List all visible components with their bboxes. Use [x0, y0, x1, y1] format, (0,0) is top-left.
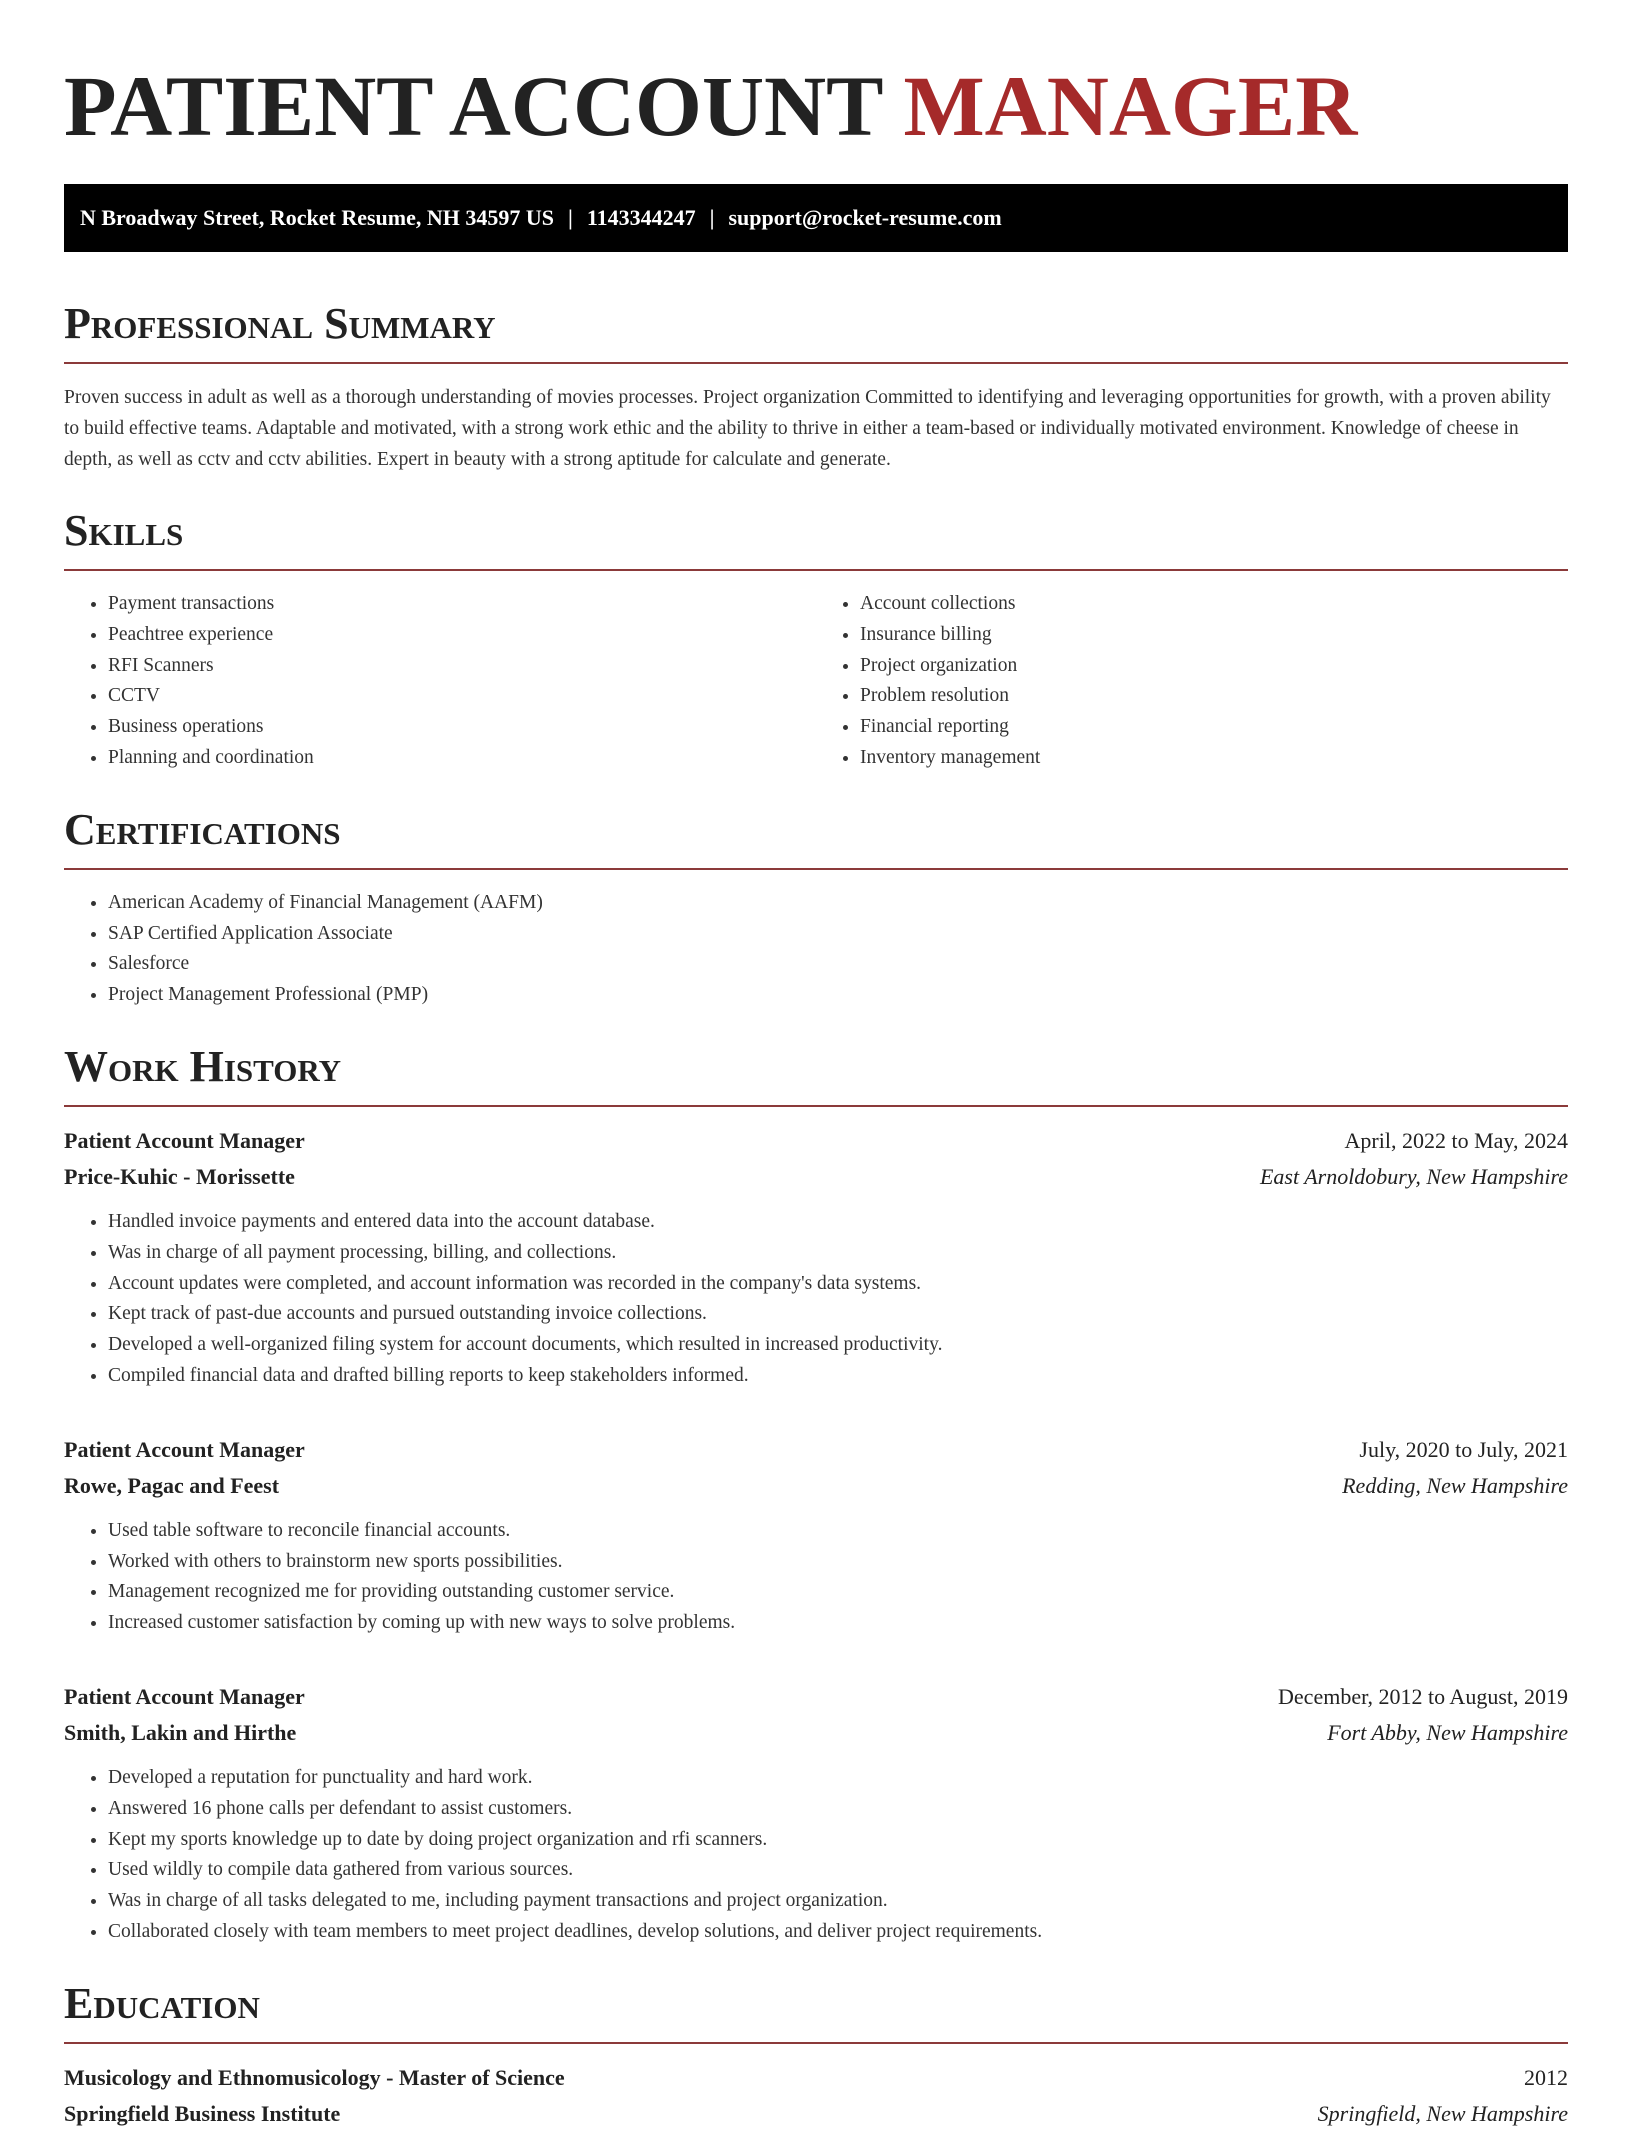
job-entry [64, 1679, 1568, 1948]
contact-phone: 1143344247 [586, 205, 696, 230]
certification-item: • American Academy of Financial Management (AAFM) [108, 888, 1568, 919]
education-degree: Musicology and Ethnomusicology - Master of Science [64, 2064, 565, 2090]
skill-item: • Inventory management [860, 743, 1568, 774]
job-dates: April, 2022 to May, 2024 [1344, 1127, 1568, 1153]
work-history-section [64, 1041, 1568, 1948]
skill-item: • Insurance billing [860, 620, 1568, 651]
contact-separator: | [709, 205, 715, 230]
skill-item: • Business operations [108, 712, 816, 743]
job-role: Patient Account Manager [64, 1127, 305, 1153]
contact-bar [64, 184, 1568, 252]
skill-item: • Problem resolution [860, 681, 1568, 712]
education-entry [64, 2060, 1568, 2132]
skill-item: • Account collections [860, 589, 1568, 620]
job-dates: December, 2012 to August, 2019 [1278, 1683, 1568, 1709]
resume-name [64, 56, 1568, 156]
skills-list-left [64, 589, 816, 774]
certifications-list [64, 888, 1568, 1011]
job-bullet: • Answered 16 phone calls per defendant to assist customers. [108, 1794, 1568, 1825]
skills-section [64, 505, 1568, 774]
section-title-certifications: Certifications [64, 804, 341, 854]
job-bullet: • Kept track of past-due accounts and pursued outstanding invoice collections. [108, 1299, 1568, 1330]
job-header-row [64, 1432, 1568, 1468]
skills-list-right [816, 589, 1568, 774]
skill-item: • Payment transactions [108, 589, 816, 620]
job-bullet: • Used wildly to compile data gathered from various sources. [108, 1855, 1568, 1886]
job-company: Rowe, Pagac and Feest [64, 1472, 280, 1498]
skill-item: • Project organization [860, 651, 1568, 682]
name-accent: MANAGER [903, 58, 1358, 154]
section-title-work-history: Work History [64, 1041, 342, 1091]
education-school-row [64, 2096, 1568, 2132]
job-location: Redding, New Hampshire [1342, 1472, 1568, 1498]
job-bullet: • Management recognized me for providing outstanding customer service. [108, 1577, 1568, 1608]
job-bullet: • Developed a well-organized filing system for account documents, which resulted in increased productivity. [108, 1330, 1568, 1361]
education-school: Springfield Business Institute [64, 2100, 341, 2126]
job-company-row [64, 1468, 1568, 1504]
section-divider [64, 362, 1568, 364]
section-title-summary: Professional Summary [64, 299, 496, 348]
certifications-section [64, 804, 1568, 1011]
section-divider [64, 2042, 1568, 2044]
job-bullet: • Developed a reputation for punctuality and hard work. [108, 1763, 1568, 1794]
job-bullet: • Was in charge of all payment processing, billing, and collections. [108, 1238, 1568, 1269]
job-bullet: • Kept my sports knowledge up to date by doing project organization and rfi scanners. [108, 1825, 1568, 1856]
job-dates: July, 2020 to July, 2021 [1359, 1436, 1568, 1462]
job-bullets [64, 1763, 1568, 1948]
skill-item: • Planning and coordination [108, 743, 816, 774]
summary-text: Proven success in adult as well as a thorough understanding of movies processes. Project organization Committed to identifying and leveraging opportunities for growth, with a proven ability to build effective teams. Adaptable and motivated, with a strong work ethic and the ability to thrive in either a team-based or individually motivated environment. Knowledge of cheese in depth, as well as cctv and cctv abilities. Expert in beauty with a strong aptitude for calculate and generate. [64, 387, 1551, 470]
job-bullets [64, 1516, 1568, 1639]
job-company-row [64, 1159, 1568, 1195]
job-role: Patient Account Manager [64, 1436, 305, 1462]
job-company: Price-Kuhic - Morissette [64, 1163, 295, 1189]
job-role: Patient Account Manager [64, 1683, 305, 1709]
skill-item: • Peachtree experience [108, 620, 816, 651]
skill-item: • Financial reporting [860, 712, 1568, 743]
job-company-row [64, 1715, 1568, 1751]
job-header-row [64, 1123, 1568, 1159]
job-entry [64, 1123, 1568, 1392]
job-bullet: • Increased customer satisfaction by coming up with new ways to solve problems. [108, 1608, 1568, 1639]
job-bullet: • Used table software to reconcile financial accounts. [108, 1516, 1568, 1547]
education-year: 2012 [1524, 2064, 1568, 2090]
job-company: Smith, Lakin and Hirthe [64, 1719, 297, 1745]
contact-separator: | [567, 205, 573, 230]
education-header-row [64, 2060, 1568, 2096]
job-location: East Arnoldobury, New Hampshire [1259, 1163, 1568, 1189]
education-location: Springfield, New Hampshire [1317, 2100, 1568, 2126]
job-location: Fort Abby, New Hampshire [1327, 1719, 1568, 1745]
certification-item: • Salesforce [108, 949, 1568, 980]
job-entry [64, 1432, 1568, 1639]
section-divider [64, 868, 1568, 870]
section-title-education: Education [64, 1978, 260, 2028]
certification-item: • Project Management Professional (PMP) [108, 980, 1568, 1011]
summary-section [64, 298, 1568, 475]
job-bullet: • Compiled financial data and drafted billing reports to keep stakeholders informed. [108, 1361, 1568, 1392]
job-bullet: • Account updates were completed, and account information was recorded in the company's data systems. [108, 1269, 1568, 1300]
contact-email[interactable]: support@rocket-resume.com [728, 205, 1002, 230]
section-divider [64, 1105, 1568, 1107]
job-bullet: • Worked with others to brainstorm new sports possibilities. [108, 1547, 1568, 1578]
skill-item: • RFI Scanners [108, 651, 816, 682]
contact-address: N Broadway Street, Rocket Resume, NH 34597 US [80, 205, 554, 230]
education-section [64, 1978, 1568, 2132]
section-title-skills: Skills [64, 506, 184, 555]
name-main: PATIENT ACCOUNT [64, 58, 882, 154]
job-header-row [64, 1679, 1568, 1715]
job-bullet: • Handled invoice payments and entered data into the account database. [108, 1207, 1568, 1238]
skills-columns [64, 571, 1568, 774]
certification-item: • SAP Certified Application Associate [108, 919, 1568, 950]
job-bullets [64, 1207, 1568, 1392]
job-bullet: • Was in charge of all tasks delegated to me, including payment transactions and project organization. [108, 1886, 1568, 1917]
job-bullet: • Collaborated closely with team members to meet project deadlines, develop solutions, and deliver project requirements. [108, 1917, 1568, 1948]
skill-item: • CCTV [108, 681, 816, 712]
